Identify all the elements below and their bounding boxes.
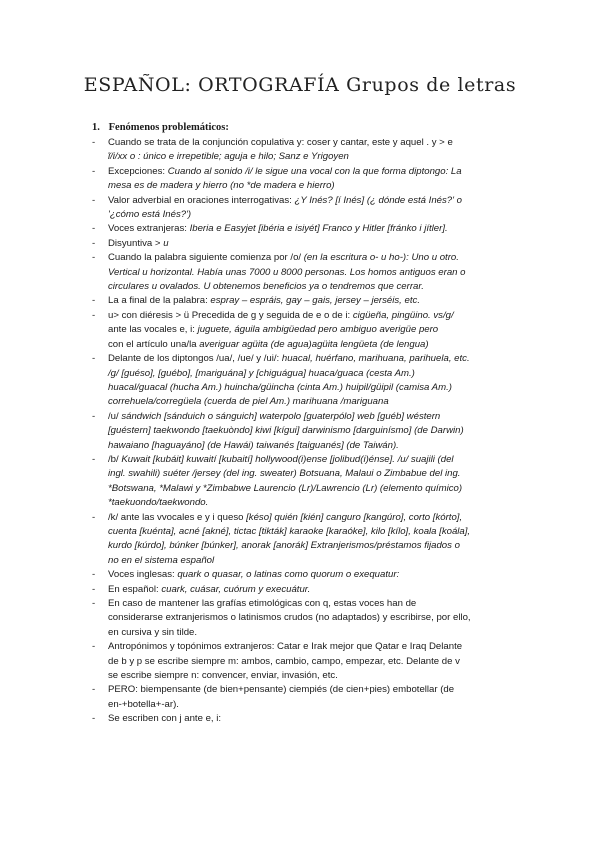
- list-item: [92, 640, 532, 683]
- line-text: PERO: biempensante (de bien+pensante) ciempiés (de cien+pies) embotellar (de: [108, 684, 455, 696]
- line-italic-text: correhuela/corregüela (cuerda de piel Am.) marihuana /mariguana: [108, 396, 389, 408]
- line-italic-text: sándwich [sánduich o sánguich] waterpolo [guaterpólo] web [guéb] wéstern: [121, 410, 441, 422]
- list-item-line: [108, 511, 532, 525]
- list-item: [92, 309, 532, 352]
- list-item: [92, 453, 532, 511]
- list-item-line: [108, 424, 532, 438]
- line-text: En caso de mantener las grafías etimológicas con q, estas voces han de: [108, 598, 417, 609]
- line-italic-text: '¿cómo está Inés?'): [108, 209, 192, 221]
- list-item-line: [108, 194, 532, 208]
- list-item-line: [108, 165, 532, 179]
- line-italic-text: (en la escritura o- u ho-): Uno u otro.: [303, 252, 459, 264]
- line-italic-text: cuark, cuásar, cuórum y execuátur.: [161, 583, 311, 595]
- line-text: En español:: [108, 583, 162, 595]
- line-italic-text: ingl. swahili) suéter /jersey (del ing. sweater) Botsuana, Malaui o Zimbabue del ing.: [108, 468, 461, 480]
- list-item-line: [108, 712, 532, 726]
- line-text: /u/: [108, 410, 122, 422]
- list-item: [92, 251, 532, 294]
- line-text: Cuando se trata de la conjunción copulativa y: coser y cantar, este y aquel . y > e: [108, 137, 453, 148]
- line-italic-text: hawaiano [haguayáno] (de Hawái) taiwanés [taiguanés] (de Taiwán).: [108, 439, 399, 451]
- list-item-line: [108, 323, 532, 337]
- line-italic-text: espray – espráis, gay – gais, jersey – jerséis, etc.: [210, 295, 420, 307]
- list-item: [92, 194, 532, 223]
- line-text: Se escriben con j ante e, i:: [108, 713, 222, 725]
- list-item-line: [108, 136, 532, 150]
- line-text: Voces inglesas:: [108, 569, 178, 581]
- line-italic-text: mesa es de madera y hierro (no *de madera e hierro): [108, 180, 335, 192]
- list-item: [92, 597, 532, 640]
- line-text: u> con diéresis > ü Precedida de g y seguida de e o de i:: [108, 309, 353, 321]
- line-text: con el artículo una/la: [108, 338, 200, 350]
- list-item-line: [108, 179, 532, 193]
- line-italic-text: [késo] quién [kién] canguro [kangúro], corto [kórto],: [246, 511, 463, 523]
- line-text: Voces extranjeras:: [108, 223, 190, 235]
- list-item: [92, 352, 532, 410]
- list-item-line: [108, 525, 532, 539]
- line-text: Excepciones:: [108, 165, 168, 177]
- line-text: Disyuntiva >: [108, 237, 164, 249]
- list-item-line: [108, 251, 532, 265]
- list-item-line: [108, 683, 532, 697]
- list-item-line: [108, 554, 532, 568]
- list-item-line: [108, 496, 532, 510]
- list-item-line: [108, 280, 532, 294]
- list-item-line: [108, 467, 532, 481]
- line-italic-text: cuenta [kuénta], acné [akné], tictac [tikták] karaoke [karaóke], kilo [kílo], koala [koála],: [108, 525, 471, 537]
- line-text: Valor adverbial en oraciones interrogativas:: [108, 194, 295, 206]
- list-item-line: [108, 410, 532, 424]
- line-text: /b/: [108, 453, 122, 465]
- list-item-line: [108, 237, 532, 251]
- list-item: [92, 294, 532, 308]
- line-italic-text: ĩ/i/xx o : único e irrepetible; aguja e hilo; Sanz e Yrigoyen: [108, 151, 349, 163]
- list-item-line: [108, 583, 532, 597]
- list-item-line: [108, 294, 532, 308]
- list-item-line: [108, 439, 532, 453]
- page-title: ESPAÑOL: ORTOGRAFÍA Grupos de letras: [83, 74, 517, 96]
- line-italic-text: quark o quasar, o latinas como quorum o exequatur:: [177, 569, 400, 581]
- line-text: considerarse extranjerismos o latinismos crudos (no adaptados) y escribirse, por ello,: [108, 612, 471, 624]
- line-italic-text: kurdo [kúrdo], búnker [búnker], anorak [anorák] Extranjerismos/préstamos fijados o: [108, 540, 460, 552]
- line-italic-text: huacal, huérfano, marihuana, parihuela, etc.: [281, 353, 470, 365]
- list-item-line: [108, 352, 532, 366]
- list-item-line: [108, 150, 532, 164]
- line-text: de b y p se escribe siempre m: ambos, cambio, campo, empezar, etc. Delante de v: [108, 655, 460, 667]
- line-text: en cursiva y sin tilde.: [108, 626, 198, 638]
- list-item: [92, 237, 532, 251]
- list-item-line: [108, 266, 532, 280]
- list-item-line: [108, 611, 532, 625]
- list-item-line: [108, 640, 532, 654]
- line-italic-text: u: [163, 237, 169, 249]
- list-item: [92, 410, 532, 453]
- list-item-line: [108, 655, 532, 669]
- line-italic-text: Cuando al sonido /i/ le sigue una vocal con la que forma diptongo: La: [167, 165, 462, 177]
- list-item: [92, 511, 532, 569]
- list-item-line: [108, 222, 532, 236]
- list-item-line: [108, 568, 532, 582]
- list-item: [92, 165, 532, 194]
- line-italic-text: agüita lengüeta (de lengua): [311, 338, 429, 350]
- line-italic-text: juguete, águila ambigüedad pero ambiguo averigüe pero: [197, 324, 439, 336]
- section-heading-text: Fenómenos problemáticos:: [108, 122, 229, 133]
- list-item: [92, 568, 532, 582]
- list-item-line: [108, 669, 532, 683]
- list-item-line: [108, 367, 532, 381]
- list-item-line: [108, 208, 532, 222]
- list-item-line: [108, 698, 532, 712]
- line-italic-text: circulares u ovalados. U obtenemos beneficios ya o tendremos que cerrar.: [108, 281, 424, 293]
- line-italic-text: Kuwait [kubáit] kuwaití [kubaití] hollywood(i)ense [jolibud(i)énse]. /u/ suajili (del: [121, 453, 454, 465]
- list-item-line: [108, 626, 532, 640]
- line-italic-text: [guéstern] taekwondo [taekuòndo] kiwi [kígui] darwinismo [darguinísmo] (de Darwin): [108, 425, 464, 437]
- line-italic-text: *Botswana, *Malawi y *Zimbabwe Laurencio (Lr)/Lawrencio (Lr) (elemento químico): [108, 482, 463, 494]
- line-text: /k/ ante las vvocales e y i queso: [108, 511, 247, 523]
- list-item: [92, 683, 532, 712]
- list-item: [92, 712, 532, 726]
- bullet-list: [92, 136, 532, 727]
- section-number: 1.: [92, 122, 100, 133]
- list-item: [92, 583, 532, 597]
- line-text: ante las vocales e, i:: [108, 324, 198, 336]
- list-item-line: [108, 395, 532, 409]
- list-item-line: [108, 309, 532, 323]
- line-italic-text: ¿Y Inés? [í Inés] (¿ dónde está Inés?' o: [294, 194, 462, 206]
- line-text: Antropónimos y topónimos extranjeros: Catar e Irak mejor que Qatar e Iraq Delante: [108, 641, 463, 653]
- line-italic-text: *taekuondo/taekwondo.: [108, 497, 209, 509]
- line-italic-text: averiguar agüita (de agua): [199, 338, 312, 350]
- list-item-line: [108, 482, 532, 496]
- list-item-line: [108, 597, 532, 611]
- list-item: [92, 222, 532, 236]
- section-heading: [92, 122, 229, 133]
- line-text: La a final de la palabra:: [108, 295, 211, 307]
- line-text: en-+botella+-ar).: [108, 698, 179, 710]
- line-text: Cuando la palabra siguiente comienza por /o/: [108, 252, 304, 264]
- line-italic-text: huacal/guacal (hucha Am.) huincha/güincha (cinta Am.) huipil/güipil (camisa Am.): [108, 381, 452, 393]
- list-item-line: [108, 539, 532, 553]
- list-item-line: [108, 381, 532, 395]
- line-italic-text: /g/ [guéso], [guébo], [mariguána] y [chiguágua] huaca/guaca (cesta Am.): [108, 367, 415, 379]
- line-italic-text: Iberia e Easyjet [ibéria e isiyét] Franco y Hitler [fránko i jítler].: [189, 223, 448, 235]
- line-text: Delante de los diptongos /ua/, /ue/ y /ui/:: [108, 353, 282, 365]
- line-italic-text: no en el sistema español: [108, 554, 215, 566]
- list-item: [92, 136, 532, 165]
- line-italic-text: cigüeña, pingüino. vs/g/: [352, 309, 454, 321]
- line-text: se escribe siempre n: convencer, enviar, invasión, etc.: [108, 670, 338, 682]
- list-item-line: [108, 338, 532, 352]
- line-italic-text: Vertical u horizontal. Había unas 7000 u 8000 personas. Los homos antiguos eran o: [108, 266, 466, 278]
- list-item-line: [108, 453, 532, 467]
